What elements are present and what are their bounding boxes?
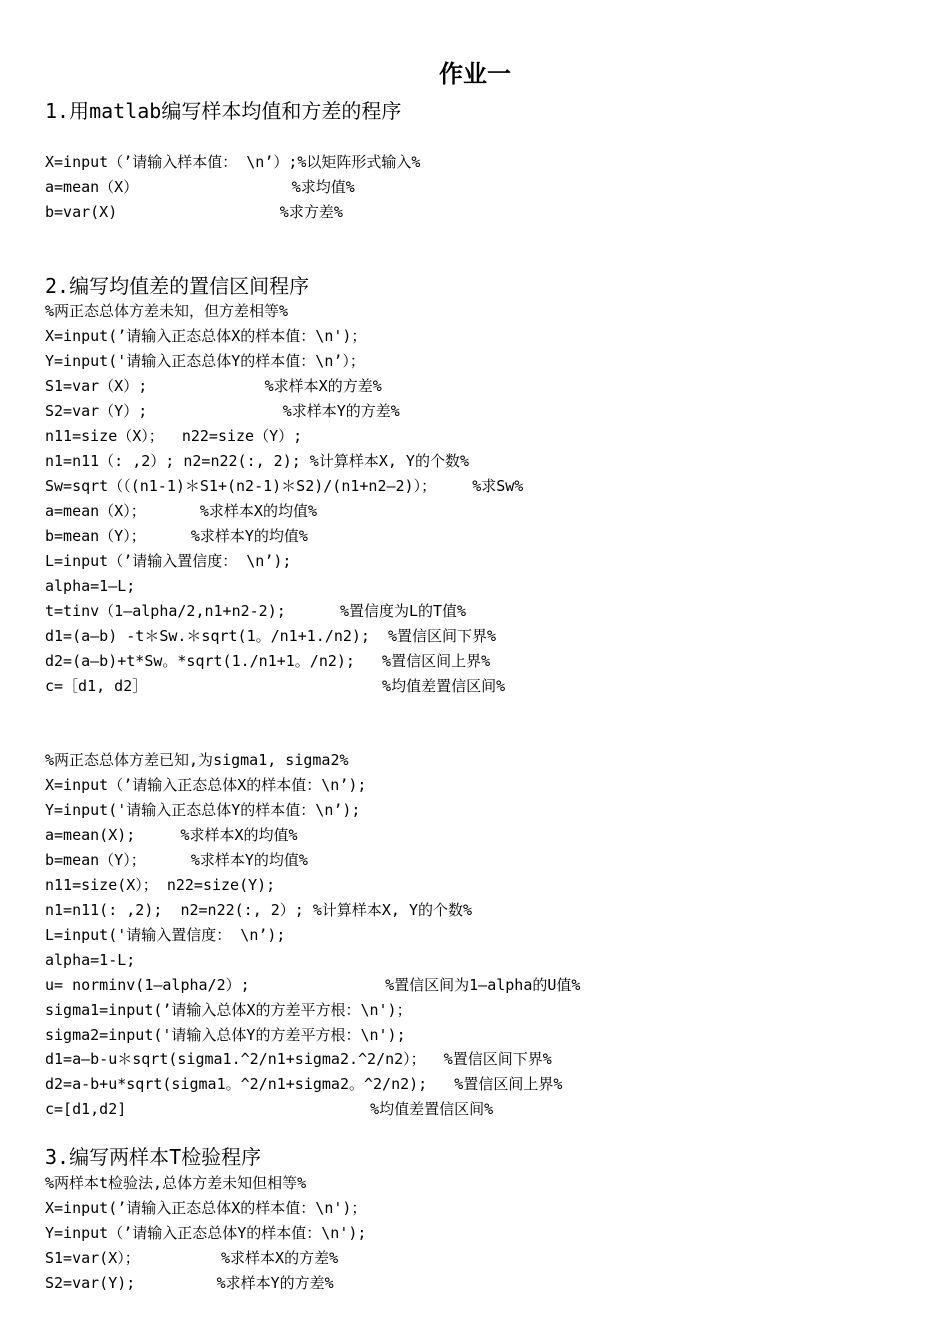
code-line: a=mean（X） %求均值% bbox=[45, 178, 355, 196]
code-line: n11=size(X）； n22=size(Y); bbox=[45, 876, 276, 894]
code-line: n11=size（X）； n22=size（Y）; bbox=[45, 427, 303, 445]
code-line: S1=var（X）; %求样本X的方差% bbox=[45, 377, 382, 395]
code-line: d1=a—b-u＊sqrt(sigma1.^2/n1+sigma2.^2/n2）； %置信区间下界% bbox=[45, 1050, 552, 1068]
code-line: c=[d1,d2] %均值差置信区间% bbox=[45, 1100, 494, 1118]
code-line: t=tinv（1—alpha/2,n1+n2-2); %置信度为L的T值% bbox=[45, 602, 467, 620]
code-line: a=mean(X); %求样本X的均值% bbox=[45, 826, 298, 844]
code-line: %两样本t检验法,总体方差未知但相等% bbox=[45, 1174, 307, 1192]
code-line: X=input（’请输入正态总体X的样本值：\n’); bbox=[45, 776, 367, 794]
code-line: L=input（’请输入置信度： \n’); bbox=[45, 552, 292, 570]
code-line: c=［d1, d2］ %均值差置信区间% bbox=[45, 677, 506, 695]
code-line: sigma2=input('请输入总体Y的方差平方根：\n'); bbox=[45, 1026, 406, 1044]
code-line: %两正态总体方差已知,为sigma1, sigma2% bbox=[45, 751, 349, 769]
code-line: X=input(’请输入正态总体X的样本值：\n')； bbox=[45, 327, 367, 345]
code-line: b=mean（Y）； %求样本Y的均值% bbox=[45, 851, 308, 869]
code-line: Y=input（’请输入正态总体Y的样本值：\n'); bbox=[45, 1224, 367, 1242]
code-line: S2=var（Y）; %求样本Y的方差% bbox=[45, 402, 400, 420]
code-line: n1=n11（: ,2）; n2=n22(:, 2); %计算样本X, Y的个数% bbox=[45, 452, 469, 470]
code-line: L=input('请输入置信度： \n’); bbox=[45, 926, 286, 944]
code-line: sigma1=input(’请输入总体X的方差平方根：\n')； bbox=[45, 1001, 412, 1019]
code-line: X=input(’请输入正态总体X的样本值：\n')； bbox=[45, 1199, 367, 1217]
page-title: 作业一 bbox=[439, 60, 511, 88]
code-line: alpha=1-L; bbox=[45, 951, 136, 969]
code-line: %两正态总体方差未知，但方差相等% bbox=[45, 302, 289, 320]
code-line: alpha=1—L; bbox=[45, 577, 136, 595]
section-2-heading: 2.编写均值差的置信区间程序 bbox=[45, 274, 310, 298]
code-line: d2=a-b+u*sqrt(sigma1。^2/n1+sigma2。^2/n2); %置信区间上界% bbox=[45, 1075, 563, 1093]
code-line: b=mean（Y）； %求样本Y的均值% bbox=[45, 527, 308, 545]
code-line: Y=input('请输入正态总体Y的样本值：\n’); bbox=[45, 801, 361, 819]
code-line: d2=(a—b)+t*Sw。*sqrt(1./n1+1。/n2); %置信区间上界% bbox=[45, 652, 491, 670]
code-line: X=input（’请输入样本值： \n’）;%以矩阵形式输入% bbox=[45, 153, 421, 171]
code-line: u= norminv(1—alpha/2）; %置信区间为1—alpha的U值% bbox=[45, 976, 581, 994]
code-line: a=mean（X）； %求样本X的均值% bbox=[45, 502, 317, 520]
code-line: Y=input('请输入正态总体Y的样本值：\n’）； bbox=[45, 352, 365, 370]
code-line: Sw=sqrt（（(n1-1)＊S1+(n2-1)＊S2)/(n1+n2—2)）； %求Sw% bbox=[45, 477, 524, 495]
code-line: S1=var(X）； %求样本X的方差% bbox=[45, 1249, 339, 1267]
section-3-heading: 3.编写两样本T检验程序 bbox=[45, 1145, 262, 1169]
code-line: d1=(a—b) -t＊Sw.＊sqrt(1。/n1+1./n2); %置信区间下界% bbox=[45, 627, 497, 645]
code-line: S2=var(Y); %求样本Y的方差% bbox=[45, 1274, 334, 1292]
section-1-heading: 1.用matlab编写样本均值和方差的程序 bbox=[45, 99, 402, 123]
code-line: b=var(X) %求方差% bbox=[45, 203, 343, 221]
code-line: n1=n11(: ,2); n2=n22(:, 2）; %计算样本X, Y的个数% bbox=[45, 901, 473, 919]
